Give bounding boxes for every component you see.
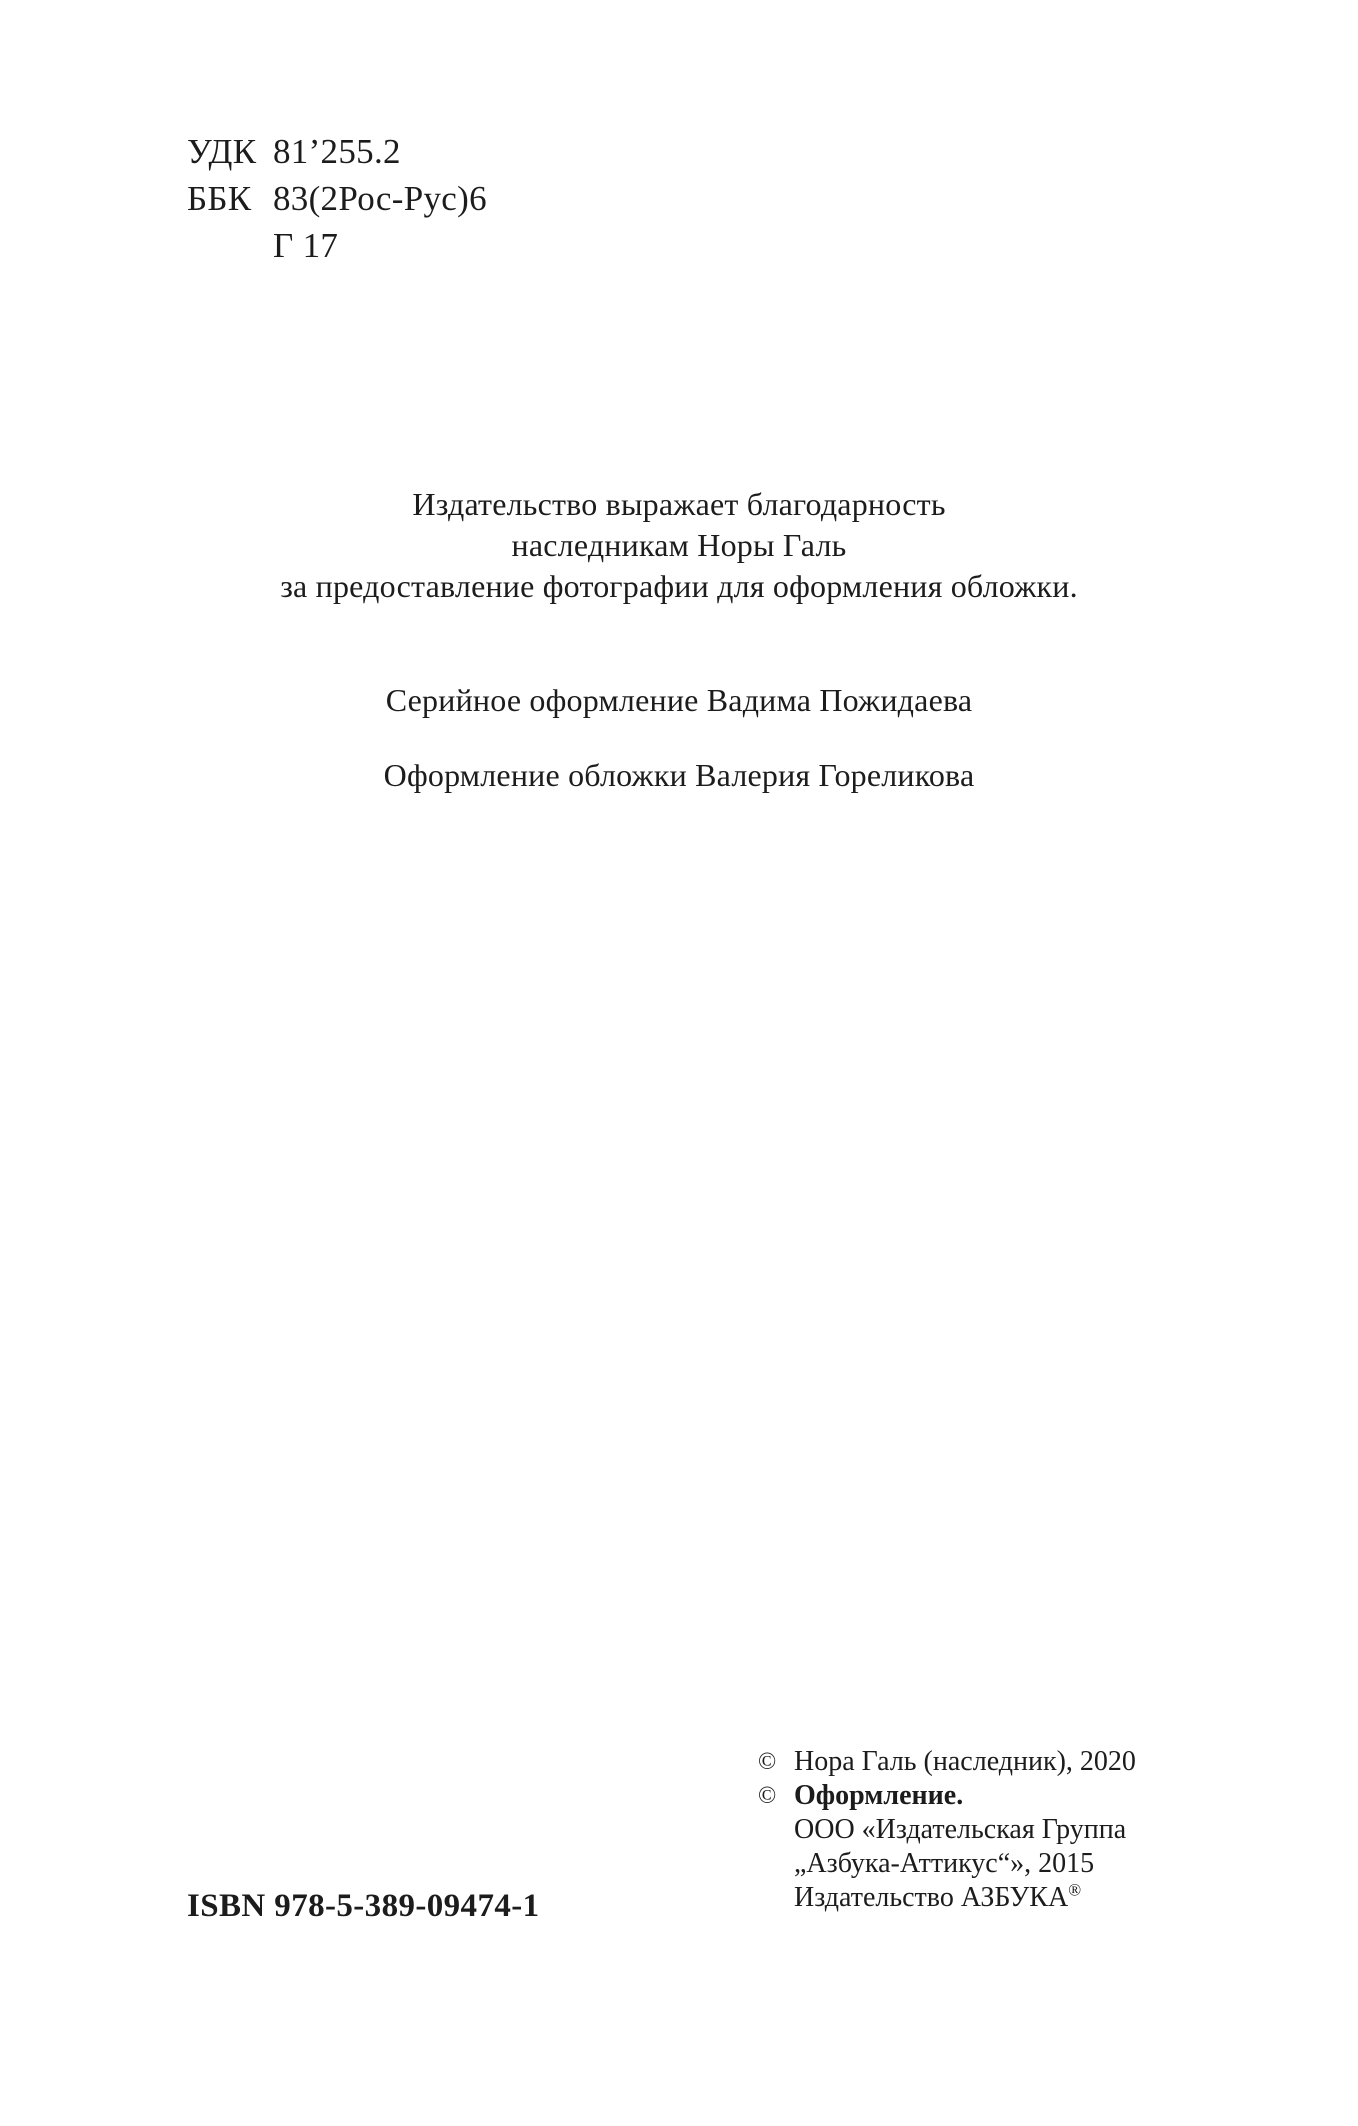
author-mark-row	[187, 222, 487, 269]
udk-row	[187, 128, 487, 175]
bbk-key: ББК	[187, 179, 252, 218]
cover-design-credit: Оформление обложки Валерия Гореликова	[383, 757, 975, 793]
acknowledgement	[0, 484, 1358, 607]
bbk-row	[187, 175, 487, 222]
udk-key: УДК	[187, 132, 257, 171]
publisher-line-3	[758, 1881, 1136, 1915]
isbn: ISBN 978-5-389-09474-1	[187, 1888, 540, 1924]
copyright-icon: ©	[758, 1749, 777, 1775]
classification-codes	[187, 128, 487, 269]
registered-icon: ®	[1068, 1880, 1082, 1900]
publisher-line-2: „Азбука-Аттикус“», 2015	[794, 1848, 1095, 1879]
acknowledgement-line-1: Издательство выражает благодарность	[412, 486, 946, 522]
author-mark: Г 17	[273, 226, 339, 265]
publisher-line-1: ООО «Издательская Группа	[794, 1814, 1127, 1845]
copyright-design-text: Оформление.	[794, 1780, 964, 1811]
copyright-block	[758, 1745, 1136, 1915]
acknowledgement-line-2: наследникам Норы Галь	[511, 527, 847, 563]
copyright-design	[758, 1779, 1136, 1813]
udk-value: 81’255.2	[273, 132, 401, 171]
copyright-author-text: Нора Галь (наследник), 2020	[794, 1746, 1136, 1777]
publisher-name: Издательство АЗБУКА	[794, 1882, 1069, 1913]
series-design-credit: Серийное оформление Вадима Пожидаева	[385, 682, 973, 718]
acknowledgement-line-3: за предоставление фотографии для оформления обложки.	[280, 568, 1078, 604]
copyright-author	[758, 1745, 1136, 1779]
copyright-icon: ©	[758, 1783, 777, 1809]
bbk-value: 83(2Рос-Рус)6	[273, 179, 487, 218]
